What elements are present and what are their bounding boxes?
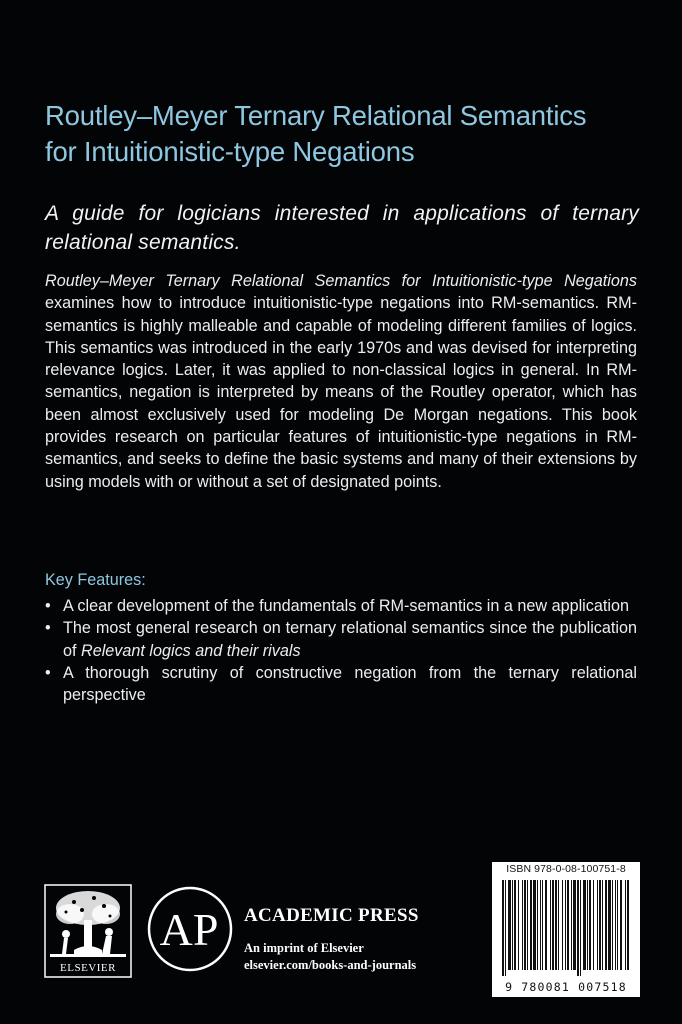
barcode-bar [524, 880, 526, 970]
bullet: • [45, 597, 51, 615]
barcode-bar [625, 880, 626, 970]
book-title-line-2: for Intuitionistic-type Negations [45, 136, 415, 167]
barcode-bar [608, 880, 611, 970]
barcode-bar [545, 880, 547, 970]
feature-text: A thorough scrutiny of constructive negation from the ternary relational perspective [63, 663, 637, 705]
barcode-bar [514, 880, 516, 970]
bullet: • [45, 619, 51, 638]
barcode-bar [587, 880, 588, 970]
barcode-bar [567, 880, 569, 970]
barcode-bar [580, 880, 581, 976]
description-body: examines how to introduce intuitionistic-type negations into RM-semantics. RM-semantics is highly malleable and capable of modeling different families of logics. This semantics was introduced in the early 1970s and was devised for interpreting relevance logics. Later, it was applied to non-classical logics in general. In RM-semantics, negation is interpreted by means of the Routley operator, which has been almost exclusively used for modeling De Morgan negations. This book provides research on particular features of intuitionistic-type negations in RM-semantics, and seeks to define the basic systems and many of their extensions by using models with or without a set of designated points. [45, 294, 637, 491]
barcode-bar [615, 880, 616, 970]
elsevier-wordmark: ELSEVIER [60, 962, 116, 974]
barcode-bar [620, 880, 622, 970]
barcode-bar [552, 880, 554, 970]
barcode-bar [502, 880, 504, 976]
barcode-bar [627, 880, 629, 970]
barcode-bar [530, 880, 532, 970]
barcode-bar [537, 880, 538, 970]
book-title-line-1: Routley–Meyer Ternary Relational Semantics [45, 100, 587, 131]
barcode-bar [533, 880, 536, 970]
publisher-imprint: An imprint of Elsevier [244, 941, 364, 955]
description-paragraph [45, 270, 637, 493]
barcode-digits: 9 780081 007518 [505, 980, 627, 994]
barcode-bar [565, 880, 566, 970]
barcode-bar [577, 880, 579, 976]
isbn-barcode-panel [492, 862, 640, 997]
barcode-bar [527, 880, 528, 970]
ap-monogram: AP [159, 904, 219, 955]
barcode-bar [562, 880, 563, 970]
barcode-bar [599, 880, 601, 970]
isbn-label: ISBN 978-0-08-100751-8 [506, 863, 626, 875]
barcode-bar [518, 880, 519, 970]
barcode-bar [512, 880, 513, 970]
feature-text: The most general research on ternary relational semantics since the publication of [63, 619, 637, 660]
barcode-bar [602, 880, 603, 970]
barcode-bar [550, 880, 551, 970]
barcode-bar [558, 880, 559, 970]
barcode-bar [583, 880, 586, 970]
book-title [45, 98, 655, 170]
barcode-bar [617, 880, 618, 970]
barcode-bar [522, 880, 523, 970]
feature-item [45, 617, 637, 662]
feature-text: A clear development of the fundamentals of RM-semantics in a new application [63, 597, 629, 615]
barcode-bar [605, 880, 607, 970]
publisher-url: elsevier.com/books-and-journals [244, 958, 417, 972]
feature-item [45, 595, 637, 617]
key-features-heading: Key Features: [45, 571, 146, 589]
barcode-bar [612, 880, 613, 970]
barcode-bar [573, 880, 576, 970]
bullet: • [45, 663, 51, 682]
barcode-icon [502, 880, 630, 976]
barcode-bar [571, 880, 572, 970]
publisher-name: ACADEMIC PRESS [244, 905, 419, 926]
barcode-bar [508, 880, 511, 970]
barcode-bar [542, 880, 543, 970]
barcode-bar [593, 880, 594, 970]
barcode-bar [589, 880, 591, 970]
barcode-bar [597, 880, 598, 970]
barcode-bar [540, 880, 541, 970]
barcode-bar [505, 880, 506, 976]
tagline: A guide for logicians interested in applications of ternary relational semantics. [45, 202, 639, 254]
academic-press-logo-icon [146, 885, 234, 973]
key-features-list [45, 595, 637, 706]
barcode-bar [555, 880, 557, 970]
feature-item [45, 662, 637, 707]
description-book-title: Routley–Meyer Ternary Relational Semantics for Intuitionistic-type Negations [45, 272, 637, 290]
feature-cited-title: Relevant logics and their rivals [81, 641, 301, 660]
